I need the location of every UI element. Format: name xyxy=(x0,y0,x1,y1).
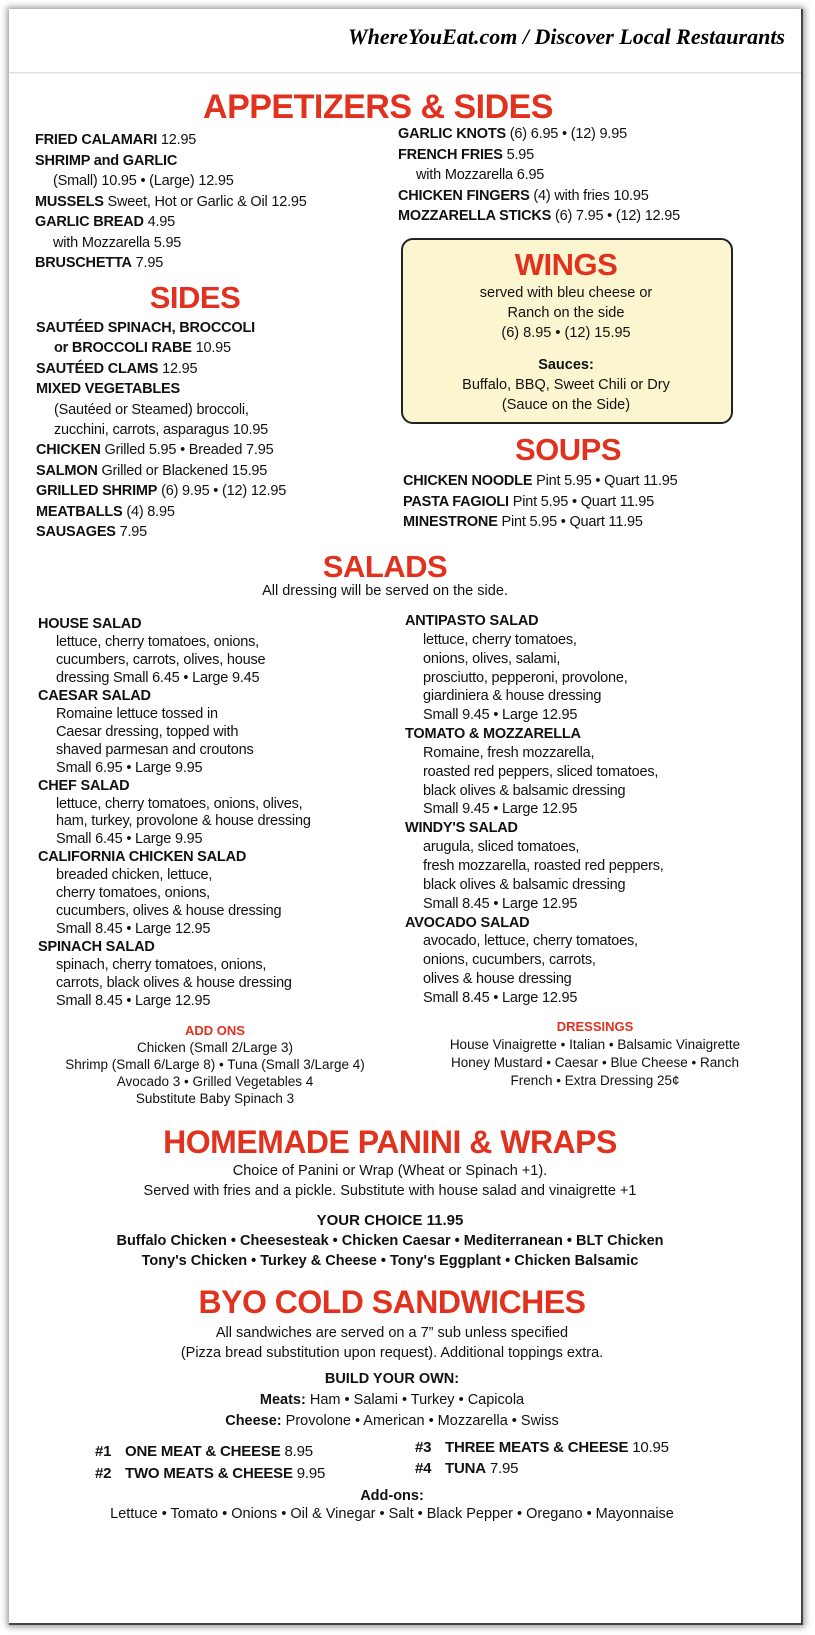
salads-subtitle: All dressing will be served on the side. xyxy=(262,583,508,599)
byo-line: (Pizza bread substitution upon request). Additional toppings extra. xyxy=(180,1345,604,1361)
item-detail-line xyxy=(405,932,664,951)
item-detail-line xyxy=(405,744,664,763)
byo-right-list xyxy=(415,1437,669,1479)
item-name: SPINACH SALAD xyxy=(38,939,155,956)
item-name: SHRIMP and GARLIC xyxy=(35,152,178,169)
wings-line: served with bleu cheese or xyxy=(479,285,653,301)
item-detail: Grilled or Blackened 15.95 xyxy=(97,462,268,479)
item-name: CHICKEN xyxy=(36,442,101,459)
menu-item xyxy=(405,725,664,744)
item-detail: roasted red peppers, sliced tomatoes, xyxy=(423,763,659,780)
menu-item xyxy=(36,522,286,542)
item-detail-line xyxy=(38,724,311,742)
byo-title: BYO COLD SANDWICHES xyxy=(198,1284,586,1320)
item-name: GRILLED SHRIMP xyxy=(36,483,158,500)
item-name: CHEF SALAD xyxy=(38,777,130,794)
item-detail: Romaine lettuce tossed in xyxy=(56,705,218,722)
item-name: MIXED VEGETABLES xyxy=(36,381,180,398)
item-detail-line xyxy=(405,669,664,688)
panini-choices xyxy=(116,1211,663,1271)
item-detail: onions, cucumbers, carrots, xyxy=(423,952,596,969)
sandwich-item xyxy=(415,1458,669,1479)
sandwich-name: TWO MEATS & CHEESE xyxy=(125,1464,293,1482)
item-detail-line xyxy=(36,338,286,358)
item-detail: zucchini, carrots, asparagus 10.95 xyxy=(54,422,269,439)
add-on-line: Substitute Baby Spinach 3 xyxy=(135,1091,295,1106)
menu-item xyxy=(35,192,307,213)
item-detail: Pint 5.95 • Quart 11.95 xyxy=(532,473,678,489)
wings-title: WINGS xyxy=(514,247,618,282)
item-detail-line xyxy=(405,650,664,669)
byo-addons-label: Add-ons: xyxy=(360,1488,424,1504)
item-detail: Small 8.45 • Large 12.95 xyxy=(423,895,578,912)
panini-line: Choice of Panini or Wrap (Wheat or Spinach +1). xyxy=(232,1163,548,1179)
dressing-line: House Vinaigrette • Italian • Balsamic Vinaigrette xyxy=(449,1037,741,1052)
item-detail-line xyxy=(405,800,664,819)
sandwich-price: 9.95 xyxy=(292,1464,326,1482)
item-detail-line xyxy=(38,813,311,831)
item-detail: 10.95 xyxy=(191,340,231,357)
appetizers-title: APPETIZERS & SIDES xyxy=(203,88,553,126)
item-detail-line xyxy=(405,838,664,857)
menu-item xyxy=(38,616,311,634)
item-detail-line xyxy=(405,763,664,782)
item-name: GARLIC KNOTS xyxy=(398,126,506,142)
item-detail: (Small) 10.95 • (Large) 12.95 xyxy=(53,173,234,189)
meats-list: Ham • Salami • Turkey • Capicola xyxy=(305,1392,525,1408)
salads-right-list xyxy=(405,612,664,1008)
item-detail: onions, olives, salami, xyxy=(423,650,561,667)
sandwich-price: 10.95 xyxy=(628,1439,669,1456)
item-name: MUSSELS xyxy=(35,193,104,210)
sandwich-name: TUNA xyxy=(445,1460,486,1477)
menu-item xyxy=(38,778,311,796)
menu-item xyxy=(405,612,664,631)
sandwich-item xyxy=(95,1463,325,1485)
item-detail: Pint 5.95 • Quart 11.95 xyxy=(508,493,654,510)
cheese-label: Cheese: xyxy=(225,1413,282,1429)
wings-line: Ranch on the side xyxy=(507,305,625,321)
panini-price: YOUR CHOICE 11.95 xyxy=(316,1212,464,1229)
dressings-title: DRESSINGS xyxy=(556,1019,634,1034)
sandwich-name: THREE MEATS & CHEESE xyxy=(445,1439,629,1456)
sandwich-number: #1 xyxy=(95,1443,112,1460)
add-on-line: Chicken (Small 2/Large 3) xyxy=(136,1040,294,1055)
add-ons-title: ADD ONS xyxy=(185,1023,245,1038)
item-name: FRENCH FRIES xyxy=(398,146,503,163)
item-name: CAESAR SALAD xyxy=(38,687,151,704)
item-name: AVOCADO SALAD xyxy=(405,914,530,931)
item-detail-line xyxy=(38,706,311,724)
item-name: BRUSCHETTA xyxy=(35,255,132,271)
menu-item xyxy=(405,914,664,933)
sandwich-item xyxy=(95,1441,325,1463)
item-detail: breaded chicken, lettuce, xyxy=(56,867,213,884)
item-detail: ham, turkey, provolone & house dressing xyxy=(56,813,311,830)
menu-item xyxy=(398,124,680,145)
dressing-line: French • Extra Dressing 25¢ xyxy=(510,1073,680,1088)
dressings-block xyxy=(450,1018,740,1090)
add-on-line: Shrimp (Small 6/Large 8) • Tuna (Small 3/Large 4) xyxy=(65,1057,365,1072)
header-divider xyxy=(9,72,801,74)
item-detail-line xyxy=(38,831,311,849)
sauces-line: Buffalo, BBQ, Sweet Chili or Dry xyxy=(462,377,670,393)
item-detail-line xyxy=(38,993,311,1011)
wings-description xyxy=(480,283,653,343)
menu-item xyxy=(405,819,664,838)
wings-sauces xyxy=(462,355,670,415)
menu-item xyxy=(36,379,286,399)
item-detail: Small 8.45 • Large 12.95 xyxy=(56,993,211,1010)
sandwich-name: ONE MEAT & CHEESE xyxy=(125,1443,281,1460)
item-detail-line xyxy=(405,782,664,801)
item-detail: 7.95 xyxy=(115,524,148,541)
item-detail-line xyxy=(398,165,680,186)
item-detail: with Mozzarella 5.95 xyxy=(53,234,182,251)
menu-item xyxy=(36,461,286,481)
item-detail-line xyxy=(405,951,664,970)
menu-item xyxy=(403,512,677,533)
sandwich-number: #3 xyxy=(415,1439,432,1456)
sandwich-item xyxy=(415,1437,669,1458)
menu-item xyxy=(398,145,680,166)
item-detail: avocado, lettuce, cherry tomatoes, xyxy=(423,933,638,950)
item-name: SAUTÉED CLAMS xyxy=(36,360,159,377)
item-detail: 4.95 xyxy=(143,214,176,230)
item-detail: Small 8.45 • Large 12.95 xyxy=(56,921,211,938)
item-detail: lettuce, cherry tomatoes, xyxy=(423,631,577,648)
item-name: SALMON xyxy=(36,462,98,479)
menu-item xyxy=(36,359,286,379)
item-detail: arugula, sliced tomatoes, xyxy=(423,839,580,856)
item-detail: black olives & balsamic dressing xyxy=(423,876,626,893)
item-name: SAUTÉED SPINACH, BROCCOLI xyxy=(36,320,255,336)
item-detail-line xyxy=(38,975,311,993)
item-name: MOZZARELLA STICKS xyxy=(398,208,552,224)
item-detail: lettuce, cherry tomatoes, onions, xyxy=(56,633,259,650)
item-detail: dressing Small 6.45 • Large 9.45 xyxy=(56,669,260,686)
sandwich-price: 7.95 xyxy=(485,1460,519,1477)
cheese-list: Provolone • American • Mozzarella • Swiss xyxy=(281,1413,559,1429)
panini-options: Tony's Chicken • Turkey & Cheese • Tony's Eggplant • Chicken Balsamic xyxy=(141,1253,639,1269)
sandwich-price: 8.95 xyxy=(280,1443,313,1460)
sandwich-number: #2 xyxy=(95,1464,112,1482)
menu-item xyxy=(398,186,680,207)
panini-line: Served with fries and a pickle. Substitute with house salad and vinaigrette +1 xyxy=(143,1183,637,1199)
item-detail: Caesar dressing, topped with xyxy=(56,723,239,740)
item-name: WINDY'S SALAD xyxy=(405,820,518,837)
item-detail: Small 6.95 • Large 9.95 xyxy=(56,759,203,776)
item-detail: 12.95 xyxy=(158,360,198,377)
menu-item xyxy=(35,151,307,172)
appetizers-right-list xyxy=(398,124,680,227)
item-detail-line xyxy=(38,760,311,778)
panini-title: HOMEMADE PANINI & WRAPS xyxy=(163,1124,617,1160)
salads-title: SALADS xyxy=(322,549,448,584)
item-name: SAUSAGES xyxy=(36,524,116,541)
item-detail: (6) 7.95 • (12) 12.95 xyxy=(551,208,680,224)
item-detail: cucumbers, carrots, olives, house xyxy=(56,651,266,668)
wings-line: (6) 8.95 • (12) 15.95 xyxy=(501,325,631,341)
panini-description xyxy=(144,1161,637,1201)
byo-left-list xyxy=(95,1441,325,1484)
item-detail: with Mozzarella 6.95 xyxy=(416,167,545,183)
menu-item xyxy=(35,212,307,233)
item-name: MINESTRONE xyxy=(403,514,498,530)
menu-item xyxy=(38,688,311,706)
item-detail-line xyxy=(405,687,664,706)
sides-list xyxy=(36,318,286,542)
salads-left-list xyxy=(38,616,311,1011)
item-detail-line xyxy=(38,652,311,670)
item-detail: (4) with fries 10.95 xyxy=(529,187,649,204)
byo-build xyxy=(225,1369,559,1432)
menu-item xyxy=(36,318,286,338)
item-detail-line xyxy=(405,876,664,895)
sides-title: SIDES xyxy=(149,280,241,315)
item-detail: carrots, black olives & house dressing xyxy=(56,975,292,992)
item-detail: Grilled 5.95 • Breaded 7.95 xyxy=(100,442,274,459)
item-detail: shaved parmesan and croutons xyxy=(56,741,254,758)
item-detail-line xyxy=(405,631,664,650)
item-detail: 12.95 xyxy=(157,132,197,148)
item-detail: olives & house dressing xyxy=(423,971,572,988)
item-detail: lettuce, cherry tomatoes, onions, olives, xyxy=(56,795,303,812)
item-detail: Small 8.45 • Large 12.95 xyxy=(423,989,578,1006)
item-detail: Small 9.45 • Large 12.95 xyxy=(423,707,578,724)
item-name: ANTIPASTO SALAD xyxy=(405,613,539,629)
item-detail: prosciutto, pepperoni, provolone, xyxy=(423,669,628,686)
item-detail-line xyxy=(38,903,311,921)
item-name: TOMATO & MOZZARELLA xyxy=(405,726,581,743)
item-detail-line xyxy=(36,400,286,420)
item-detail-line xyxy=(38,742,311,760)
soups-list xyxy=(403,471,677,533)
menu-item xyxy=(36,440,286,460)
meats-label: Meats: xyxy=(259,1392,306,1408)
sandwich-number: #4 xyxy=(415,1460,432,1477)
item-detail-line xyxy=(35,171,307,192)
item-detail: Sweet, Hot or Garlic & Oil 12.95 xyxy=(103,193,307,210)
menu-item xyxy=(398,206,680,227)
byo-addons-list: Lettuce • Tomato • Onions • Oil & Vinegar • Salt • Black Pepper • Oregano • Mayonnaise xyxy=(110,1506,674,1522)
item-detail: cherry tomatoes, onions, xyxy=(56,885,210,902)
sauces-line: (Sauce on the Side) xyxy=(501,397,631,413)
menu-item xyxy=(403,471,677,492)
menu-item xyxy=(403,492,677,513)
item-detail-line xyxy=(405,989,664,1008)
item-detail: spinach, cherry tomatoes, onions, xyxy=(56,957,267,974)
item-detail: (6) 6.95 • (12) 9.95 xyxy=(505,126,627,142)
item-detail-line xyxy=(38,867,311,885)
sauces-label: Sauces: xyxy=(538,357,594,373)
item-detail: giardiniera & house dressing xyxy=(423,688,602,705)
site-header: WhereYouEat.com / Discover Local Restaurants xyxy=(348,24,785,49)
item-name: PASTA FAGIOLI xyxy=(403,493,509,510)
item-detail-line xyxy=(38,670,311,688)
item-detail: black olives & balsamic dressing xyxy=(423,782,626,799)
byo-addons xyxy=(110,1487,674,1523)
item-detail: Romaine, fresh mozzarella, xyxy=(423,744,595,761)
menu-item xyxy=(38,849,311,867)
menu-item xyxy=(35,253,307,274)
item-name: CALIFORNIA CHICKEN SALAD xyxy=(38,849,247,866)
item-name: CHICKEN FINGERS xyxy=(398,187,530,204)
item-name: FRIED CALAMARI xyxy=(35,132,158,148)
item-detail: Pint 5.95 • Quart 11.95 xyxy=(497,514,643,530)
item-detail: 5.95 xyxy=(502,146,534,163)
item-detail: Small 6.45 • Large 9.95 xyxy=(56,831,203,848)
item-name: GARLIC BREAD xyxy=(35,214,144,230)
menu-item xyxy=(38,939,311,957)
item-detail: cucumbers, olives & house dressing xyxy=(56,903,282,920)
item-detail-line xyxy=(38,921,311,939)
byo-line: All sandwiches are served on a 7” sub unless specified xyxy=(215,1325,569,1341)
item-name: or BROCCOLI RABE xyxy=(54,340,192,357)
byo-description xyxy=(181,1323,603,1363)
item-detail: 7.95 xyxy=(131,255,164,271)
item-detail: fresh mozzarella, roasted red peppers, xyxy=(423,857,664,874)
add-ons-block xyxy=(65,1022,365,1107)
menu-item xyxy=(35,130,307,151)
item-name: MEATBALLS xyxy=(36,503,123,520)
dressing-line: Honey Mustard • Caesar • Blue Cheese • Ranch xyxy=(450,1055,740,1070)
item-name: HOUSE SALAD xyxy=(38,616,142,632)
menu-item xyxy=(36,481,286,501)
item-detail: (6) 9.95 • (12) 12.95 xyxy=(157,483,287,500)
soups-title: SOUPS xyxy=(514,432,622,467)
item-detail-line xyxy=(38,634,311,652)
item-detail-line xyxy=(35,233,307,254)
item-detail: (Sautéed or Steamed) broccoli, xyxy=(54,401,249,418)
build-your-own-label: BUILD YOUR OWN: xyxy=(324,1371,460,1387)
item-detail: (4) 8.95 xyxy=(122,503,175,520)
panini-options: Buffalo Chicken • Cheesesteak • Chicken Caesar • Mediterranean • BLT Chicken xyxy=(116,1233,664,1249)
item-detail-line xyxy=(405,857,664,876)
item-detail-line xyxy=(405,706,664,725)
item-detail-line xyxy=(405,895,664,914)
menu-item xyxy=(36,502,286,522)
item-detail-line xyxy=(38,957,311,975)
appetizers-left-list xyxy=(35,130,307,274)
item-detail-line xyxy=(38,796,311,814)
item-detail-line xyxy=(38,885,311,903)
item-name: CHICKEN NOODLE xyxy=(403,473,533,489)
item-detail: Small 9.45 • Large 12.95 xyxy=(423,801,578,818)
item-detail-line xyxy=(36,420,286,440)
item-detail-line xyxy=(405,970,664,989)
add-on-line: Avocado 3 • Grilled Vegetables 4 xyxy=(116,1074,314,1089)
